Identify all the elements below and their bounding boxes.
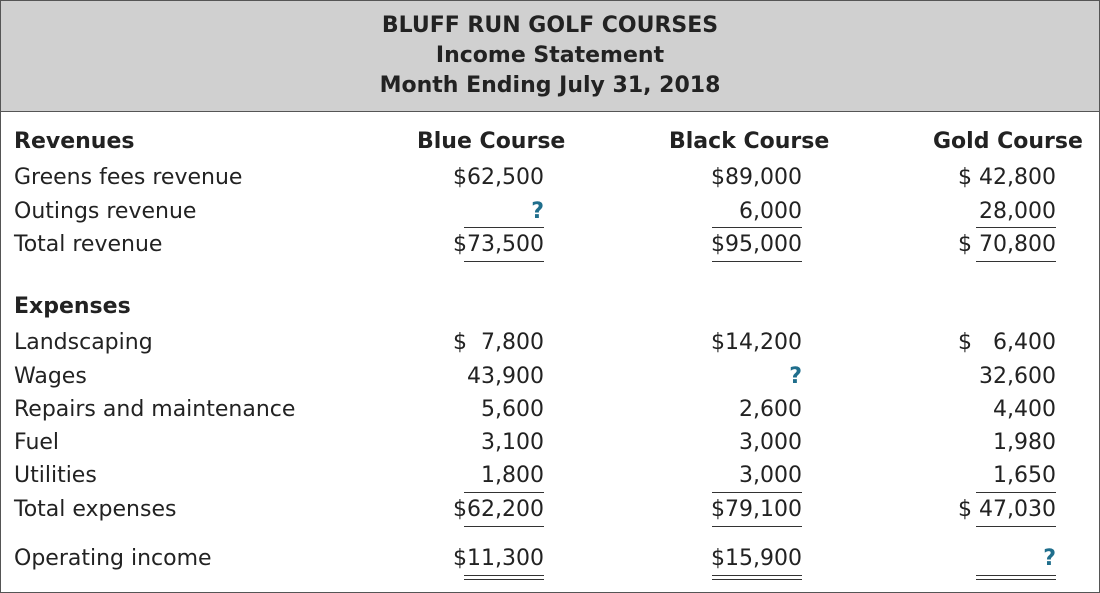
total-revenue-gold: 70,800	[979, 232, 1056, 257]
row-label-fuel: Fuel	[14, 430, 60, 455]
company-name: BLUFF RUN GOLF COURSES	[381, 13, 719, 38]
landscaping-blue: 7,800	[481, 330, 544, 355]
expense-subtotal-rule-blue	[464, 492, 544, 493]
row-label-operating-income: Operating income	[14, 546, 212, 571]
greens-fees-gold-dollar: $	[958, 165, 972, 190]
greens-fees-blue: $62,500	[453, 165, 544, 190]
column-heading-blue: Blue Course	[417, 129, 566, 154]
double-rule-gold	[976, 575, 1056, 580]
expense-subtotal-rule-black	[712, 492, 802, 493]
operating-income-black: $15,900	[711, 546, 802, 571]
revenues-heading: Revenues	[14, 129, 135, 154]
row-label-wages: Wages	[14, 364, 87, 389]
column-heading-gold: Gold Course	[933, 129, 1083, 154]
total-expenses-blue: $62,200	[453, 497, 544, 522]
row-label-outings: Outings revenue	[14, 199, 197, 224]
subtotal-rule-gold	[976, 227, 1056, 228]
utilities-blue: 1,800	[481, 463, 544, 488]
operating-income-gold-unknown: ?	[1043, 546, 1056, 571]
double-rule-black	[712, 575, 802, 580]
total-expenses-gold-dollar: $	[958, 497, 972, 522]
greens-fees-gold: 42,800	[979, 165, 1056, 190]
greens-fees-black: $89,000	[711, 165, 802, 190]
landscaping-blue-dollar: $	[453, 330, 467, 355]
row-label-total-expenses: Total expenses	[14, 497, 177, 522]
subtotal-rule-black	[712, 227, 802, 228]
outings-blue-unknown: ?	[531, 199, 544, 224]
statement-period: Month Ending July 31, 2018	[379, 73, 721, 98]
outings-black: 6,000	[739, 199, 802, 224]
total-rule-black	[712, 261, 802, 262]
total-revenue-gold-dollar: $	[958, 232, 972, 257]
repairs-blue: 5,600	[481, 397, 544, 422]
total-rule-gold	[976, 261, 1056, 262]
row-label-utilities: Utilities	[14, 463, 97, 488]
wages-blue: 43,900	[467, 364, 544, 389]
wages-gold: 32,600	[979, 364, 1056, 389]
total-rule-blue	[464, 261, 544, 262]
row-label-greens-fees: Greens fees revenue	[14, 165, 243, 190]
repairs-gold: 4,400	[993, 397, 1056, 422]
utilities-black: 3,000	[739, 463, 802, 488]
fuel-blue: 3,100	[481, 430, 544, 455]
total-expenses-black: $79,100	[711, 497, 802, 522]
landscaping-black: $14,200	[711, 330, 802, 355]
outings-gold: 28,000	[979, 199, 1056, 224]
fuel-gold: 1,980	[993, 430, 1056, 455]
column-heading-black: Black Course	[669, 129, 830, 154]
total-revenue-black: $95,000	[711, 232, 802, 257]
expense-total-rule-gold	[976, 526, 1056, 527]
expense-total-rule-black	[712, 526, 802, 527]
row-label-total-revenue: Total revenue	[14, 232, 163, 257]
landscaping-gold: 6,400	[993, 330, 1056, 355]
row-label-repairs: Repairs and maintenance	[14, 397, 296, 422]
double-rule-blue	[464, 575, 544, 580]
wages-black-unknown: ?	[789, 364, 802, 389]
utilities-gold: 1,650	[993, 463, 1056, 488]
row-label-landscaping: Landscaping	[14, 330, 153, 355]
expenses-heading: Expenses	[14, 294, 131, 319]
fuel-black: 3,000	[739, 430, 802, 455]
statement-header	[1, 1, 1099, 112]
total-revenue-blue: $73,500	[453, 232, 544, 257]
subtotal-rule-blue	[464, 227, 544, 228]
expense-total-rule-blue	[464, 526, 544, 527]
expense-subtotal-rule-gold	[976, 492, 1056, 493]
repairs-black: 2,600	[739, 397, 802, 422]
landscaping-gold-dollar: $	[958, 330, 972, 355]
total-expenses-gold: 47,030	[979, 497, 1056, 522]
operating-income-blue: $11,300	[453, 546, 544, 571]
statement-title: Income Statement	[435, 43, 665, 68]
